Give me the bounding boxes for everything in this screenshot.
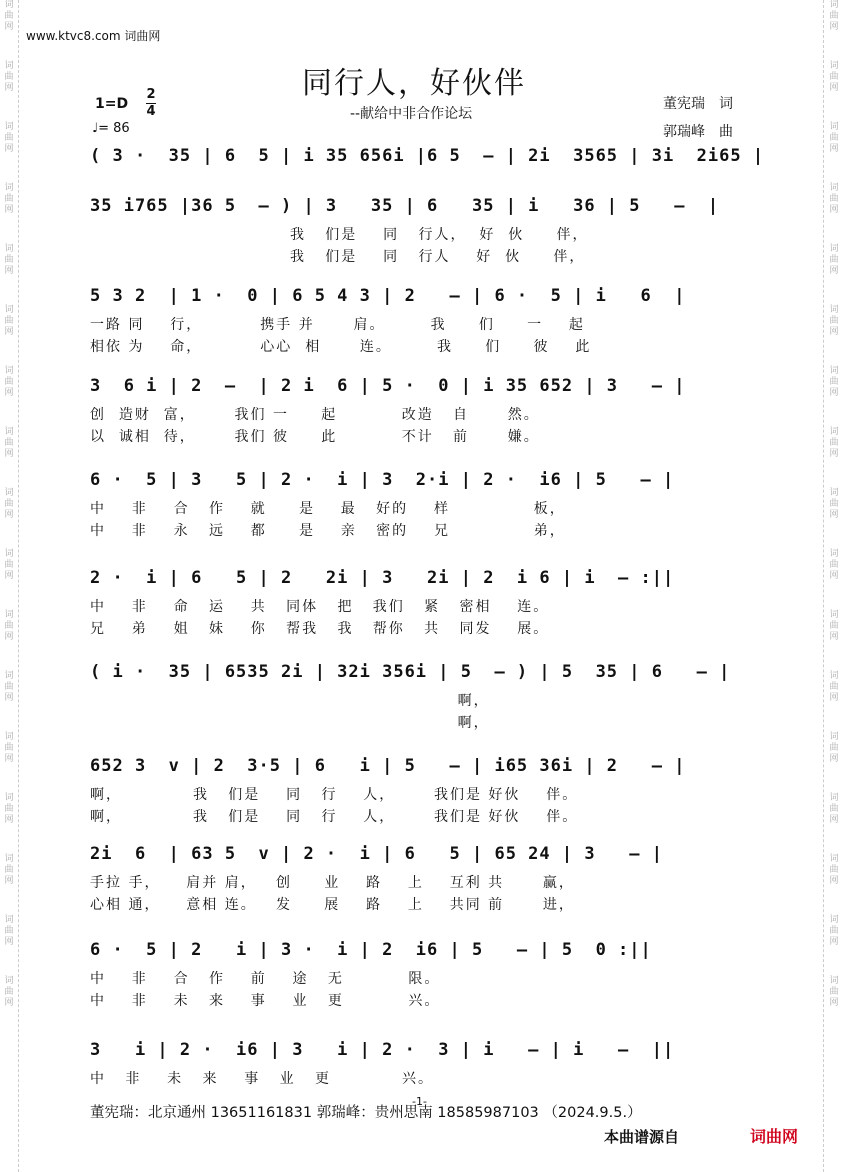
- lyric-line: 相依 为 命， 心心 相 连。 我 们 彼 此: [90, 339, 592, 355]
- watermark-mark: 词 曲 网: [829, 244, 839, 276]
- key-signature: 1=D: [95, 96, 129, 112]
- watermark-mark: 词 曲 网: [4, 671, 14, 703]
- brand-logo[interactable]: 词曲网: [750, 1127, 799, 1146]
- watermark-mark: 词 曲 网: [4, 976, 14, 1008]
- watermark-mark: 词 曲 网: [829, 793, 839, 825]
- lyric-line: 以 诚相 待， 我们 彼 此 不计 前 嫌。: [90, 429, 540, 445]
- lyric-line: 一路 同 行， 携手 并 肩。 我 们 一 起: [90, 317, 585, 333]
- staff-notes: 5 3 2 | 1 · 0 | 6 5 4 3 | 2 – | 6 · 5 | i 6 |: [90, 286, 686, 306]
- watermark-mark: 词 曲 网: [4, 427, 14, 459]
- quarter-note-icon: ♩: [92, 121, 99, 136]
- staff-notes: ( i · 35 | 6535 2i | 32i 356i | 5 – ) | 5 35 | 6 – |: [90, 662, 731, 682]
- watermark-mark: 词 曲 网: [4, 610, 14, 642]
- left-watermark-strip: [2, 0, 16, 1172]
- time-sig-top: 2: [146, 87, 156, 102]
- staff-notes: 3 6 i | 2 – | 2 i 6 | 5 · 0 | i 35 652 | 3 – |: [90, 376, 686, 396]
- lyric-line: 中 非 永 远 都 是 亲 密的 兄 弟，: [90, 523, 566, 539]
- lyric-line: 中 非 未 来 事 业 更 兴。: [90, 993, 441, 1009]
- watermark-mark: 词 曲 网: [4, 732, 14, 764]
- watermark-mark: 词 曲 网: [829, 488, 839, 520]
- lyric-line: 啊，: [90, 693, 490, 709]
- watermark-mark: 词 曲 网: [4, 122, 14, 154]
- lyric-line: 心相 通， 意相 连。 发 展 路 上 共同 前 进，: [90, 897, 575, 913]
- song-title: 同行人，好伙伴: [302, 66, 526, 101]
- lyricist-credit: 董宪瑞 词: [663, 96, 733, 112]
- time-signature: [146, 88, 156, 119]
- watermark-mark: 词 曲 网: [4, 488, 14, 520]
- watermark-mark: 词 曲 网: [4, 183, 14, 215]
- watermark-mark: 词 曲 网: [829, 671, 839, 703]
- watermark-mark: 词 曲 网: [4, 305, 14, 337]
- lyric-line: 中 非 命 运 共 同体 把 我们 紧 密相 连。: [90, 599, 550, 615]
- lyric-line: 我 们是 同 行人 好 伙 伴，: [90, 249, 586, 265]
- watermark-mark: 词 曲 网: [4, 854, 14, 886]
- watermark-mark: 词 曲 网: [4, 244, 14, 276]
- site-url[interactable]: www.ktvc8.com 词曲网: [26, 29, 161, 43]
- staff-notes: 2 · i | 6 5 | 2 2i | 3 2i | 2 i 6 | i – :||: [90, 568, 675, 588]
- watermark-mark: 词 曲 网: [829, 0, 839, 32]
- lyric-line: 我 们是 同 行人， 好 伙 伴，: [90, 227, 589, 243]
- staff-notes: 6 · 5 | 2 i | 3 · i | 2 i6 | 5 – | 5 0 :||: [90, 940, 652, 960]
- footer-contacts: 董宪瑞：北京通州 13651161831 郭瑞峰：贵州思南 18585987103 （2024.9.5.）: [90, 1105, 642, 1121]
- left-margin-line: [18, 0, 19, 1172]
- lyric-line: 啊， 我 们是 同 行 人， 我们是 好伙 伴。: [90, 787, 579, 803]
- right-watermark-strip: [827, 0, 841, 1172]
- watermark-mark: 词 曲 网: [829, 915, 839, 947]
- watermark-mark: 词 曲 网: [4, 793, 14, 825]
- lyric-line: 中 非 未 来 事 业 更 兴。: [90, 1071, 434, 1087]
- lyric-line: 兄 弟 姐 妹 你 帮我 我 帮你 共 同发 展。: [90, 621, 550, 637]
- lyric-line: 啊， 我 们是 同 行 人， 我们是 好伙 伴。: [90, 809, 579, 825]
- lyric-line: 手拉 手， 肩并 肩， 创 业 路 上 互利 共 赢，: [90, 875, 575, 891]
- staff-notes: 2i 6 | 63 5 v | 2 · i | 6 5 | 65 24 | 3 – |: [90, 844, 663, 864]
- tempo-value: = 86: [98, 121, 130, 136]
- watermark-mark: 词 曲 网: [829, 732, 839, 764]
- watermark-mark: 词 曲 网: [829, 854, 839, 886]
- watermark-mark: 词 曲 网: [829, 366, 839, 398]
- song-subtitle: --献给中非合作论坛: [350, 106, 473, 122]
- watermark-mark: 词 曲 网: [829, 61, 839, 93]
- watermark-mark: 词 曲 网: [829, 122, 839, 154]
- tempo-mark: [92, 121, 130, 136]
- watermark-mark: 词 曲 网: [4, 61, 14, 93]
- watermark-mark: 词 曲 网: [829, 305, 839, 337]
- lyric-line: 创 造财 富， 我们 一 起 改造 自 然。: [90, 407, 540, 423]
- staff-notes: 35 i765 |36 5 – ) | 3 35 | 6 35 | i 36 | 5 – |: [90, 196, 720, 216]
- watermark-mark: 词 曲 网: [829, 549, 839, 581]
- watermark-mark: 词 曲 网: [829, 976, 839, 1008]
- watermark-mark: 词 曲 网: [4, 366, 14, 398]
- watermark-mark: 词 曲 网: [4, 915, 14, 947]
- lyric-line: 中 非 合 作 前 途 无 限。: [90, 971, 441, 987]
- right-margin-line: [823, 0, 824, 1172]
- lyric-line: 中 非 合 作 就 是 最 好的 样 板，: [90, 501, 566, 517]
- source-label: 本曲谱源自: [604, 1128, 680, 1146]
- watermark-mark: 词 曲 网: [829, 610, 839, 642]
- staff-notes: ( 3 · 35 | 6 5 | i 35 656i |6 5 – | 2i 3565 | 3i 2i65 |: [90, 146, 765, 166]
- watermark-mark: 词 曲 网: [4, 549, 14, 581]
- page-number: -1-: [412, 1095, 427, 1108]
- staff-notes: 652 3 v | 2 3·5 | 6 i | 5 – | i65 36i | 2 – |: [90, 756, 686, 776]
- watermark-mark: 词 曲 网: [4, 0, 14, 32]
- composer-credit: 郭瑞峰 曲: [663, 124, 733, 140]
- watermark-mark: 词 曲 网: [829, 183, 839, 215]
- staff-notes: 3 i | 2 · i6 | 3 i | 2 · 3 | i – | i – ||: [90, 1040, 675, 1060]
- staff-notes: 6 · 5 | 3 5 | 2 · i | 3 2·i | 2 · i6 | 5 – |: [90, 470, 675, 490]
- watermark-mark: 词 曲 网: [829, 427, 839, 459]
- time-sig-bottom: 4: [146, 104, 156, 119]
- lyric-line: 啊，: [90, 715, 490, 731]
